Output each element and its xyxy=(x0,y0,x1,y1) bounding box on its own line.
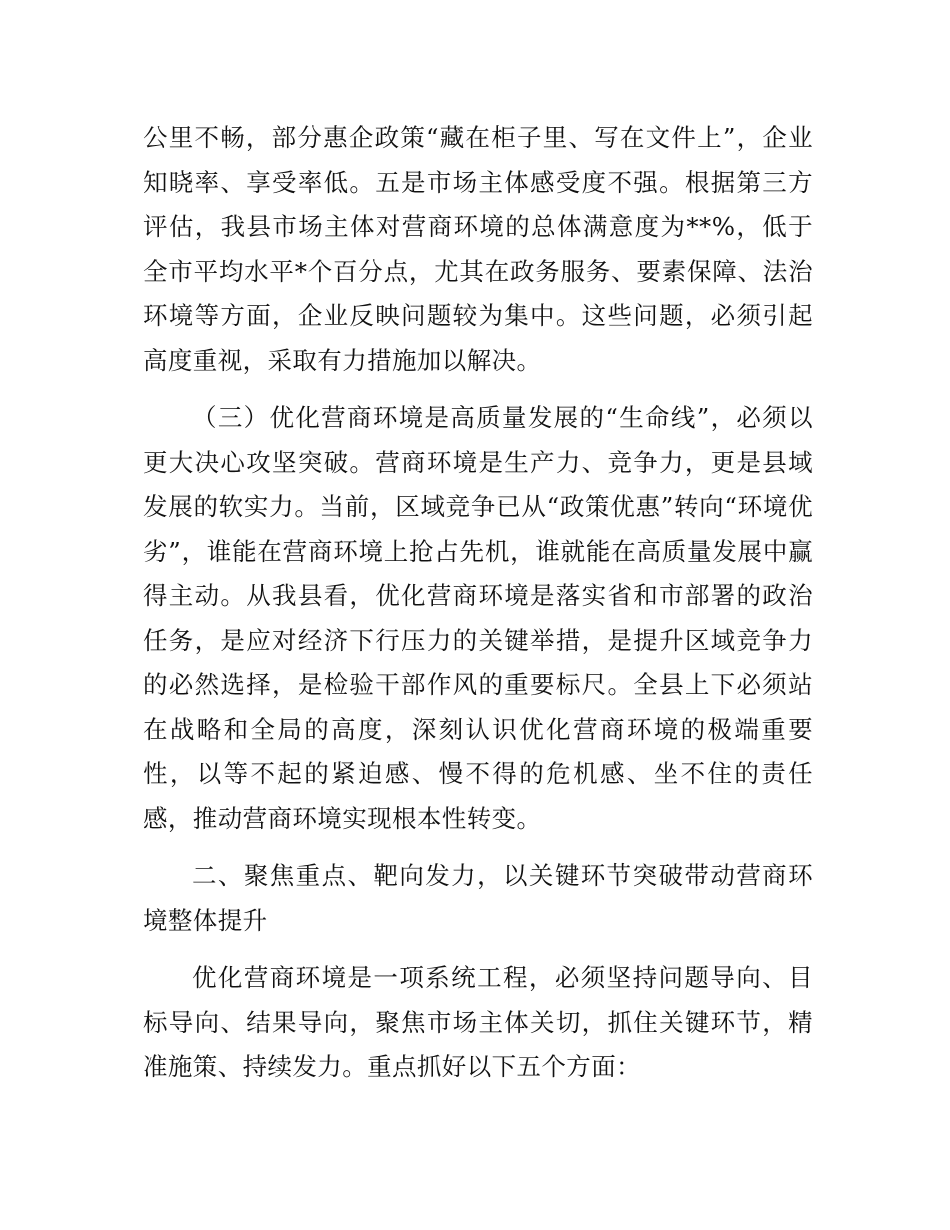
paragraph-section-two-intro: 优化营商环境是一项系统工程，必须坚持问题导向、目标导向、结果导向，聚焦市场主体关切，抓住关键环节，精准施策、持续发力。重点抓好以下五个方面： xyxy=(143,963,813,1081)
paragraph-section-three: （三）优化营商环境是高质量发展的“生命线”，必须以更大决心攻坚突破。营商环境是生产力、竞争力，更是县域发展的软实力。当前，区域竞争已从“政策优惠”转向“环境优劣”，谁能在营商环境上抢占先机，谁就能在高质量发展中赢得主动。从我县看，优化营商环境是落实省和市部署的政治任务，是应对经济下行压力的关键举措，是提升区域竞争力的必然选择，是检验干部作风的重要标尺。全县上下必须站在战略和全局的高度，深刻认识优化营商环境的极端重要性，以等不起的紧迫感、慢不得的危机感、坐不住的责任感，推动营商环境实现根本性转变。 xyxy=(143,403,813,833)
paragraph-continuation: 公里不畅，部分惠企政策“藏在柜子里、写在文件上”，企业知晓率、享受率低。五是市场主体感受度不强。根据第三方评估，我县市场主体对营商环境的总体满意度为**%，低于全市平均水平*个百分点，尤其在政务服务、要素保障、法治环境等方面，企业反映问题较为集中。这些问题，必须引起高度重视，采取有力措施加以解决。 xyxy=(143,123,813,375)
section-heading-two: 二、聚焦重点、靶向发力，以关键环节突破带动营商环境整体提升 xyxy=(143,861,813,935)
document-body xyxy=(143,116,813,1090)
